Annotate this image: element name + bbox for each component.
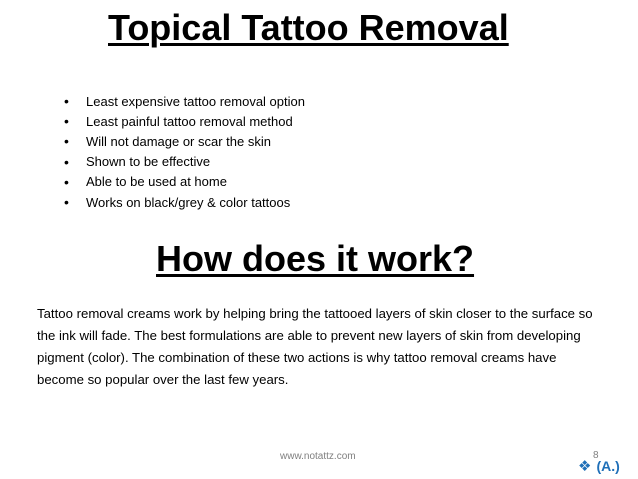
bullet-text: Least painful tattoo removal method bbox=[86, 113, 293, 129]
bullet-icon: • bbox=[64, 153, 69, 170]
list-item bbox=[64, 111, 305, 131]
footer-url: www.notattz.com bbox=[280, 451, 356, 462]
bullet-text: Able to be used at home bbox=[86, 174, 227, 190]
bullet-text: Shown to be effective bbox=[86, 154, 211, 170]
list-item bbox=[64, 131, 305, 151]
list-item bbox=[64, 91, 305, 111]
list-item bbox=[64, 192, 305, 212]
bullet-icon: • bbox=[64, 113, 69, 130]
diamond-bullet-icon: ❖ bbox=[578, 458, 592, 475]
bullet-icon: • bbox=[64, 133, 69, 150]
body-paragraph: Tattoo removal creams work by helping bring the tattooed layers of skin closer to the surface so the ink will fade. The best formulations are able to prevent new layers of skin from developing pigment (color). The combination of these two actions is why tattoo removal creams have become so popular over the last few years. bbox=[37, 306, 593, 387]
bullet-text: Will not damage or scar the skin bbox=[86, 133, 271, 149]
list-item bbox=[64, 172, 305, 192]
bullet-icon: • bbox=[64, 93, 69, 110]
slide-title: Topical Tattoo Removal bbox=[108, 7, 509, 48]
bullet-text: Least expensive tattoo removal option bbox=[86, 93, 305, 109]
author-tag bbox=[578, 457, 620, 475]
list-item bbox=[64, 152, 305, 172]
bullet-icon: • bbox=[64, 194, 69, 211]
bullet-icon: • bbox=[64, 173, 69, 190]
bullet-list bbox=[64, 91, 305, 212]
section-heading: How does it work? bbox=[156, 238, 475, 279]
bullet-text: Works on black/grey & color tattoos bbox=[86, 194, 291, 210]
page-number: 8 bbox=[593, 450, 599, 461]
author-label: (A.) bbox=[596, 458, 620, 474]
